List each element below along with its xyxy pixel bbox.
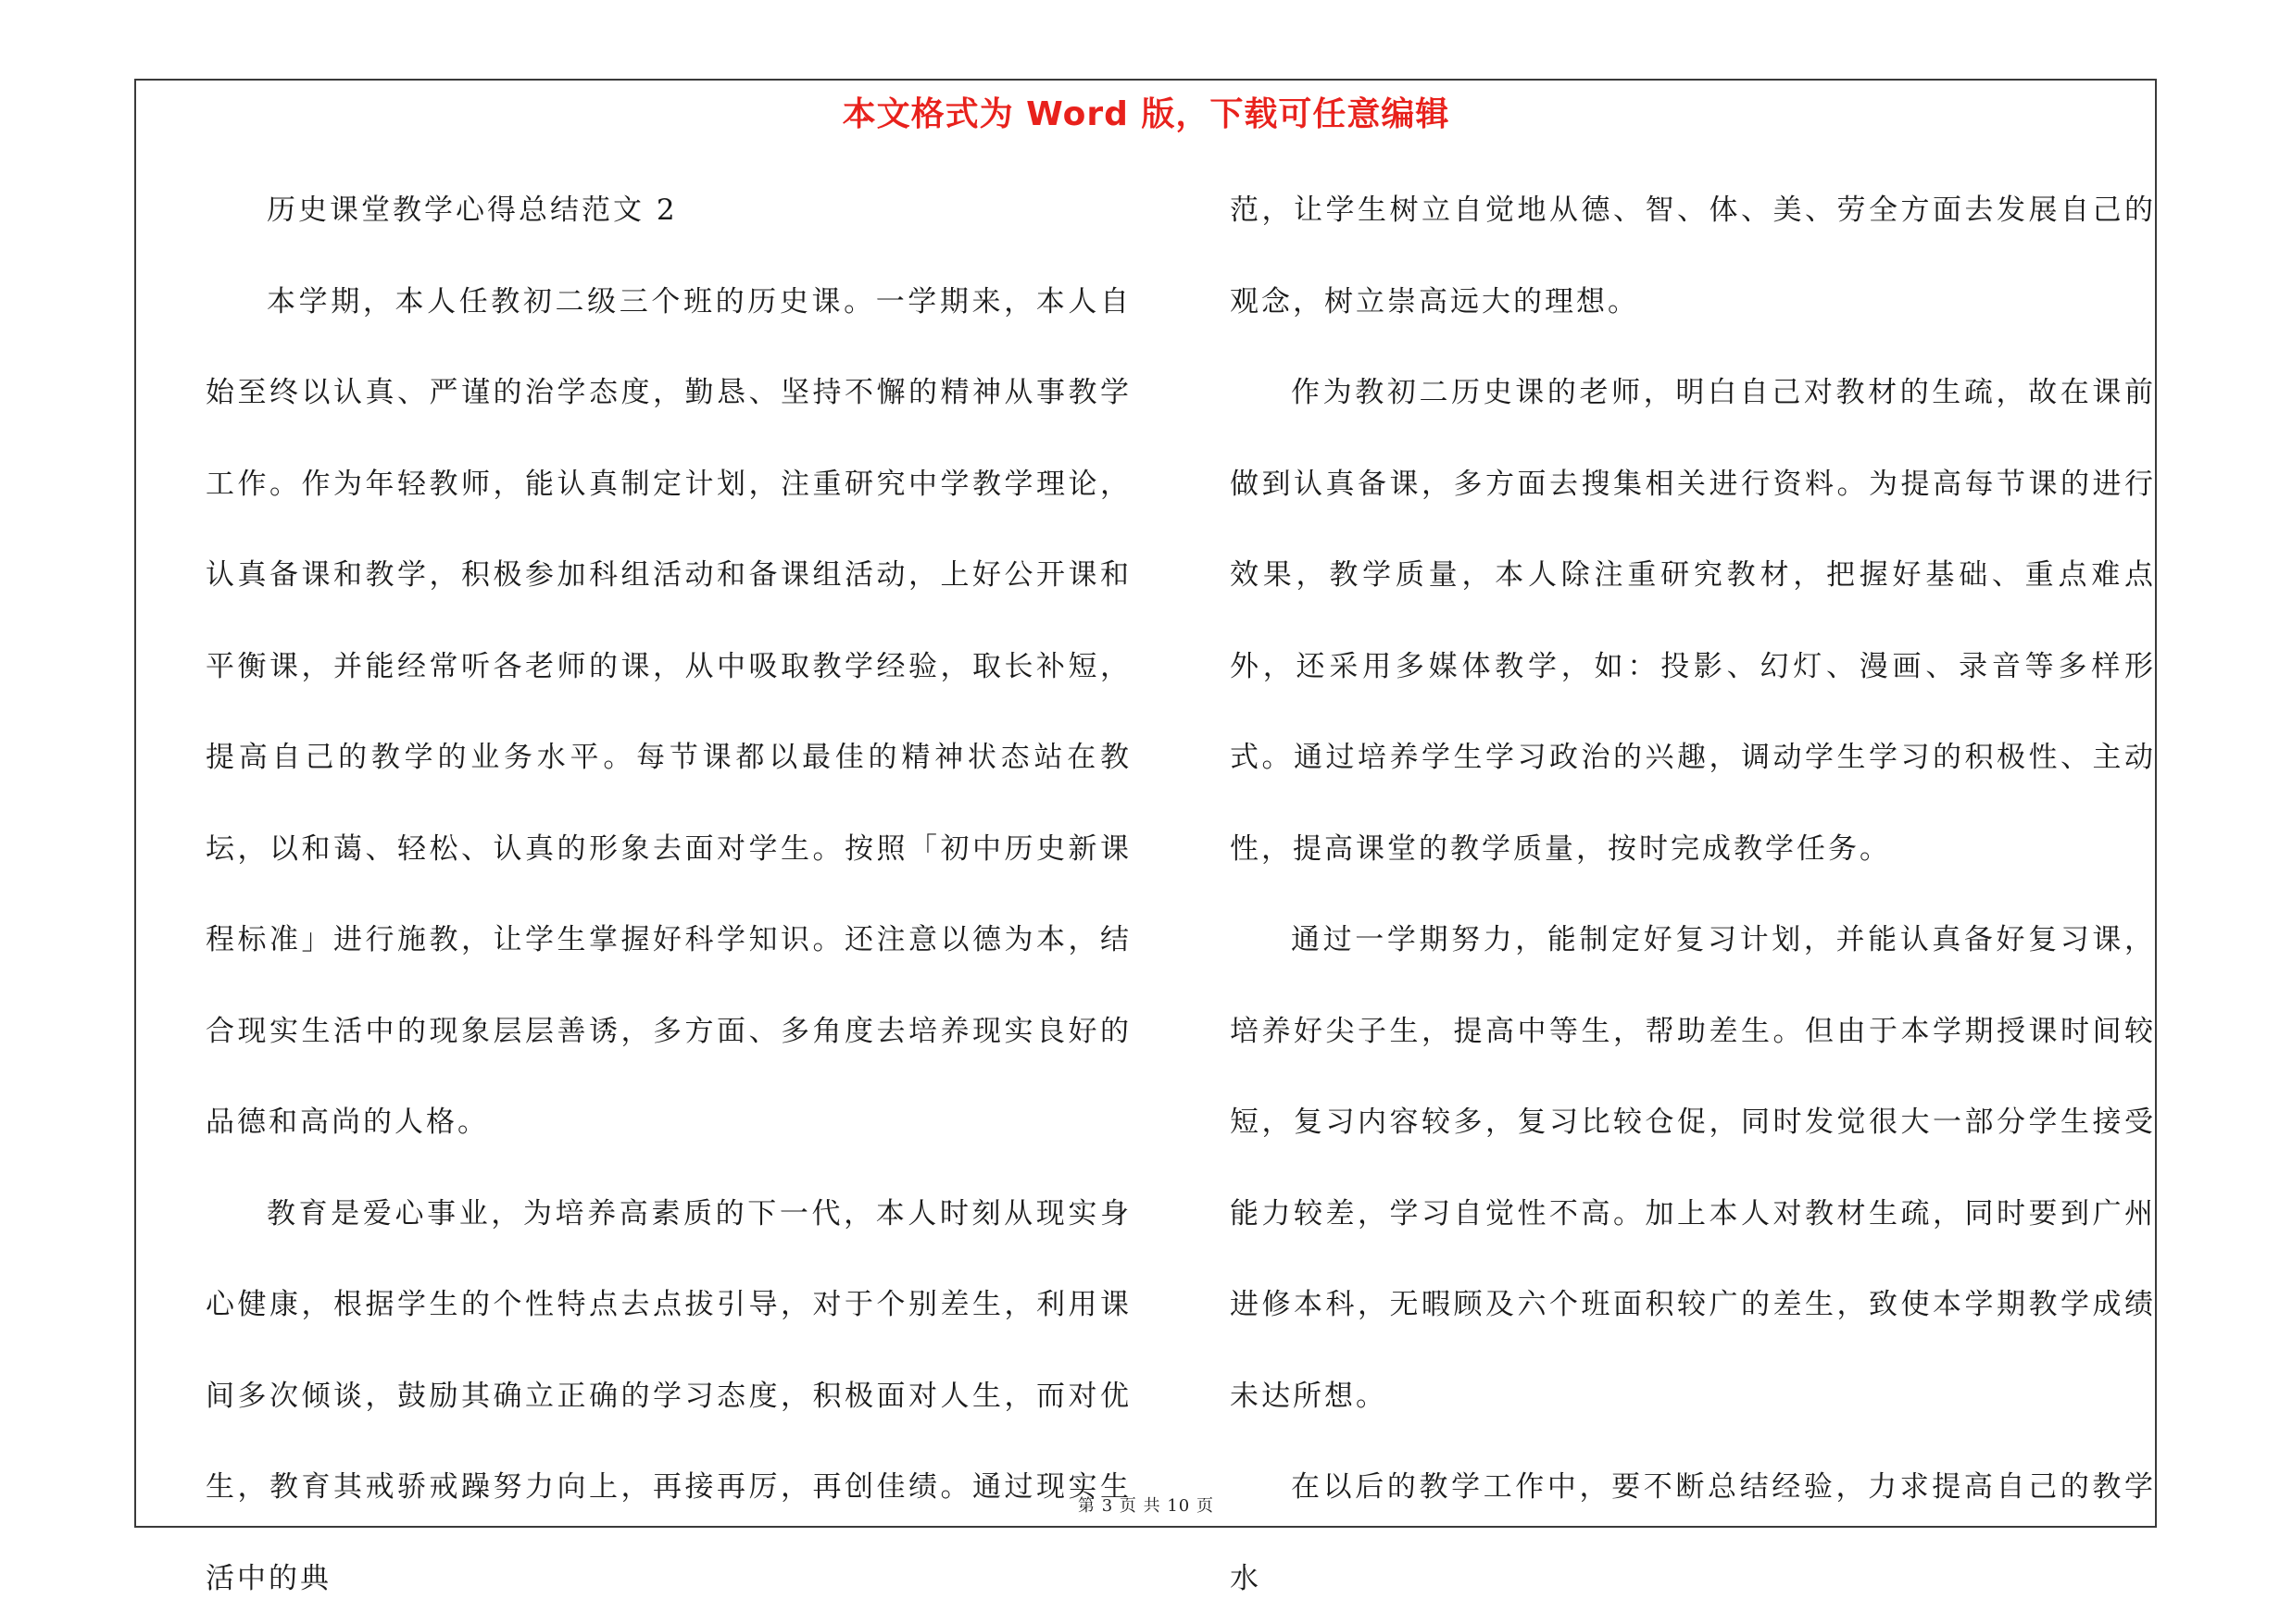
document-title: 历史课堂教学心得总结范文 2: [206, 165, 1132, 256]
word-format-banner: 本文格式为 Word 版，下载可任意编辑: [0, 88, 2292, 135]
page-number-footer: 第 3 页 共 10 页: [0, 1493, 2292, 1517]
body-paragraph-2-continued: 范，让学生树立自觉地从德、智、体、美、劳全方面去发展自己的观念，树立崇高远大的理想。: [1230, 165, 2156, 347]
body-paragraph-3: 作为教初二历史课的老师，明白自己对教材的生疏，故在课前做到认真备课，多方面去搜集相关进行资料。为提高每节课的进行效果，教学质量，本人除注重研究教材，把握好基础、重点难点外，还采用多媒体教学，如：投影、幻灯、漫画、录音等多样形式。通过培养学生学习政治的兴趣，调动学生学习的积极性、主动性，提高课堂的教学质量，按时完成教学任务。: [1230, 347, 2156, 894]
body-paragraph-1: 本学期，本人任教初二级三个班的历史课。一学期来，本人自始至终以认真、严谨的治学态度，勤恳、坚持不懈的精神从事教学工作。作为年轻教师，能认真制定计划，注重研究中学教学理论，认真备课和教学，积极参加科组活动和备课组活动，上好公开课和平衡课，并能经常听各老师的课，从中吸取教学经验，取长补短，提高自己的教学的业务水平。每节课都以最佳的精神状态站在教坛，以和蔼、轻松、认真的形象去面对学生。按照「初中历史新课程标准」进行施教，让学生掌握好科学知识。还注意以德为本，结合现实生活中的现象层层善诱，多方面、多角度去培养现实良好的品德和高尚的人格。: [206, 256, 1132, 1168]
body-paragraph-4: 通过一学期努力，能制定好复习计划，并能认真备好复习课，培养好尖子生，提高中等生，帮助差生。但由于本学期授课时间较短，复习内容较多，复习比较仓促，同时发觉很大一部分学生接受能力较差，学习自觉性不高。加上本人对教材生疏，同时要到广州进修本科，无暇顾及六个班面积较广的差生，致使本学期教学成绩未达所想。: [1230, 894, 2156, 1442]
body-paragraph-2: 教育是爱心事业，为培养高素质的下一代，本人时刻从现实身心健康，根据学生的个性特点去点拔引导，对于个别差生，利用课间多次倾谈，鼓励其确立正确的学习态度，积极面对人生，而对优生，教育其戒骄戒躁努力向上，再接再厉，再创佳绩。通过现实生活中的典: [206, 1168, 1132, 1624]
right-text-column: [1230, 165, 2156, 1624]
body-paragraph-5: 在以后的教学工作中，要不断总结经验，力求提高自己的教学水: [1230, 1442, 2156, 1624]
left-text-column: [206, 165, 1132, 1624]
